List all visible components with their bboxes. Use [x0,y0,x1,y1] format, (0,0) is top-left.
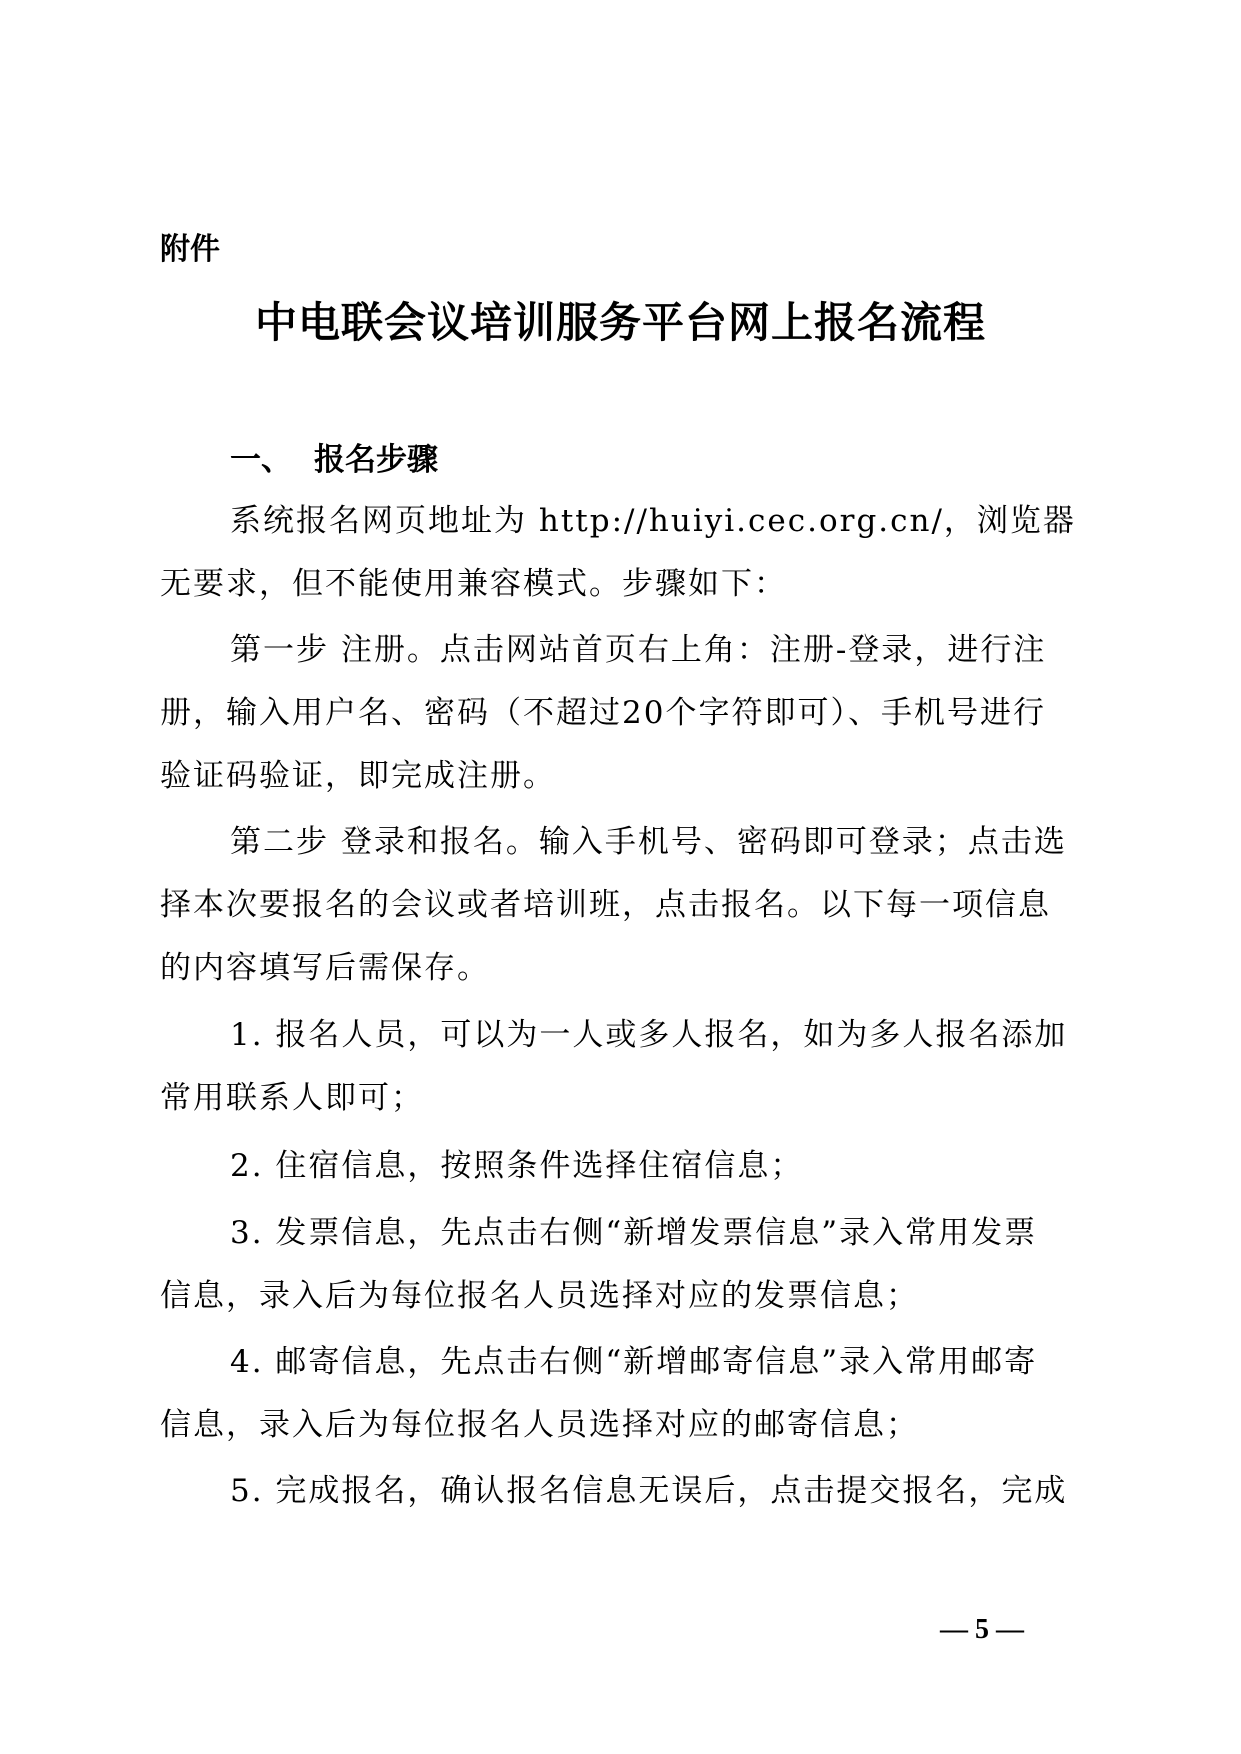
document-title: 中电联会议培训服务平台网上报名流程 [254,298,986,347]
paragraph-line: 的内容填写后需保存。 [160,950,490,986]
paragraph-line: 系统报名网页地址为 http://huiyi.cec.org.cn/，浏览器 [230,503,1076,539]
paragraph-line: 2. 住宿信息，按照条件选择住宿信息； [230,1148,804,1184]
list-item-2 [160,1135,1080,1198]
list-item-1 [160,1004,1080,1130]
paragraph-line: 册，输入用户名、密码（不超过20个字符即可）、手机号进行 [160,695,1046,731]
paragraph-step-1 [160,619,1080,808]
paragraph-line: 5. 完成报名，确认报名信息无误后，点击提交报名，完成 [230,1473,1068,1509]
paragraph-step-2 [160,811,1080,1000]
list-item-5 [160,1460,1080,1523]
paragraph-line: 4. 邮寄信息，先点击右侧“新增邮寄信息”录入常用邮寄 [230,1344,1038,1380]
list-item-3 [160,1202,1080,1328]
paragraph-line: 1. 报名人员，可以为一人或多人报名，如为多人报名添加 [230,1017,1068,1053]
paragraph-line: 择本次要报名的会议或者培训班，点击报名。以下每一项信息 [160,887,1051,923]
paragraph-line: 3. 发票信息，先点击右侧“新增发票信息”录入常用发票 [230,1215,1038,1251]
paragraph-line: 信息，录入后为每位报名人员选择对应的发票信息； [160,1278,919,1314]
paragraph-line: 第二步 登录和报名。输入手机号、密码即可登录；点击选 [230,824,1067,860]
page-number: — 5 — [940,1614,1024,1645]
section-heading-text: 报名步骤 [314,442,438,478]
attachment-label: 附件 [160,232,220,267]
section-heading [230,440,438,480]
paragraph-line: 验证码验证，即完成注册。 [160,758,556,794]
paragraph-line: 无要求，但不能使用兼容模式。步骤如下： [160,566,787,602]
list-item-4 [160,1331,1080,1457]
paragraph-intro [160,490,1080,616]
paragraph-line: 信息，录入后为每位报名人员选择对应的邮寄信息； [160,1407,919,1443]
paragraph-line: 常用联系人即可； [160,1080,424,1116]
paragraph-line: 第一步 注册。点击网站首页右上角：注册-登录，进行注 [230,632,1047,668]
section-number: 一、 [230,442,292,478]
